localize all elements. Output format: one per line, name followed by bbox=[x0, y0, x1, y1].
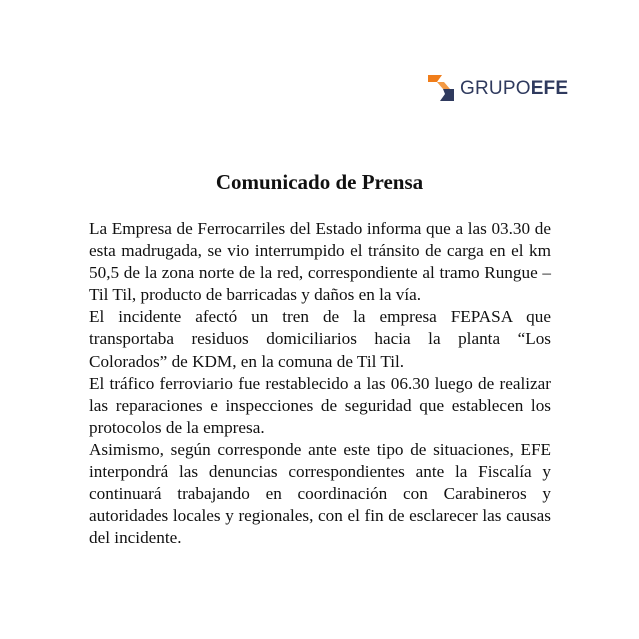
paragraph-3: El tráfico ferroviario fue restablecido a las 06.30 luego de realizar las reparaciones e inspecciones de seguridad que establecen los protocolos de la empresa. bbox=[89, 373, 551, 437]
logo-text bbox=[460, 79, 568, 98]
grupo-efe-logo-icon bbox=[426, 71, 456, 105]
paragraph-2: El incidente afectó un tren de la empresa FEPASA que transportaba residuos domiciliarios hacia la planta “Los Colorados” de KDM, en la comuna de Til Til. bbox=[89, 307, 551, 371]
logo-text-efe: EFE bbox=[530, 77, 569, 99]
logo-text-grupo: GRUPO bbox=[460, 77, 531, 99]
paragraph-1: La Empresa de Ferrocarriles del Estado informa que a las 03.30 de esta madrugada, se vio interrumpido el tránsito de carga en el km 50,5 de la zona norte de la red, correspondiente al tramo Rungue – Til Til, producto de barricadas y daños en la vía. bbox=[89, 219, 551, 305]
press-release-body bbox=[89, 218, 551, 549]
grupo-efe-logo bbox=[426, 68, 568, 108]
paragraph-4: Asimismo, según corresponde ante este tipo de situaciones, EFE interpondrá las denuncias correspondientes ante la Fiscalía y continuará trabajando en coordinación con Carabineros y autoridades locales y regionales, con el fin de esclarecer las causas del incidente. bbox=[89, 439, 551, 548]
page-title: Comunicado de Prensa bbox=[215, 170, 424, 194]
